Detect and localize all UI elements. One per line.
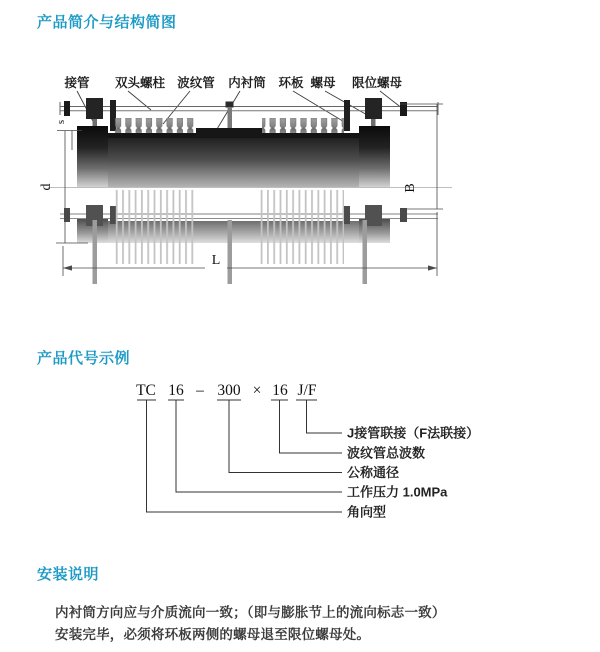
part-label-bellows: 波纹管	[177, 76, 215, 90]
section1-title: 产品简介与结构简图	[37, 14, 177, 31]
bellows-section-right	[260, 190, 344, 264]
part-label-double-head-stud: 双头螺柱	[114, 76, 166, 90]
hanging-stud-right	[363, 220, 368, 284]
joint-body-upper	[77, 118, 390, 187]
product-code	[136, 382, 317, 399]
code-callout-lines	[137, 400, 342, 512]
end-cap-right	[359, 126, 390, 187]
code-part-connection: J/F	[297, 382, 317, 399]
bellows-section-left	[112, 190, 196, 264]
ring-plate-right	[344, 100, 350, 131]
center-stud	[226, 102, 234, 132]
end-cap-left	[77, 126, 108, 187]
limit-nut-left	[64, 101, 70, 116]
dim-label-s: s	[55, 119, 67, 125]
hanging-stud-left	[93, 220, 98, 284]
part-label-inner-liner: 内衬筒	[228, 76, 266, 90]
callout-nominal-diameter: 公称通径	[347, 465, 400, 480]
dim-label-l: L	[211, 253, 221, 268]
bellows-right	[262, 118, 344, 134]
install-note-line-2: 安装完毕，必须将环板两侧的螺母退至限位螺母处。	[55, 627, 371, 642]
install-note-line-1: 内衬筒方向应与介质流向一致；（即与膨胀节上的流向标志一致）	[55, 605, 446, 620]
callout-wave-count: 波纹管总波数	[347, 445, 426, 461]
part-label-nut: 螺母	[310, 76, 336, 90]
bellows-left	[114, 118, 196, 134]
section3-title: 安装说明	[37, 566, 100, 583]
code-part-dash: –	[196, 382, 204, 399]
part-label-ring-plate: 环板	[278, 76, 304, 90]
code-part-type: TC	[136, 382, 156, 399]
inner-liner-band	[196, 128, 262, 137]
nut-left	[86, 98, 103, 119]
callout-working-pressure: 工作压力 1.0MPa	[347, 484, 448, 500]
hanging-stud-center	[228, 220, 233, 284]
nut-right	[365, 98, 382, 119]
code-part-diameter: 300	[217, 382, 241, 399]
body-shell	[108, 133, 359, 187]
code-part-times: ×	[252, 382, 262, 399]
dim-label-b: B	[403, 183, 418, 193]
part-label-connecting-pipe: 接管	[64, 76, 90, 90]
code-part-pressure: 16	[168, 382, 184, 399]
part-labels	[63, 75, 402, 90]
callout-angular-type: 角向型	[347, 504, 387, 520]
callout-connection: J接管联接（F法联接）	[347, 425, 480, 441]
joint-body-lower	[60, 190, 438, 284]
part-label-limit-nut: 限位螺母	[351, 76, 403, 90]
section2-title: 产品代号示例	[37, 350, 131, 367]
dim-label-d: d	[39, 183, 54, 191]
code-callout-labels	[347, 426, 479, 520]
code-part-waves: 16	[272, 382, 288, 399]
